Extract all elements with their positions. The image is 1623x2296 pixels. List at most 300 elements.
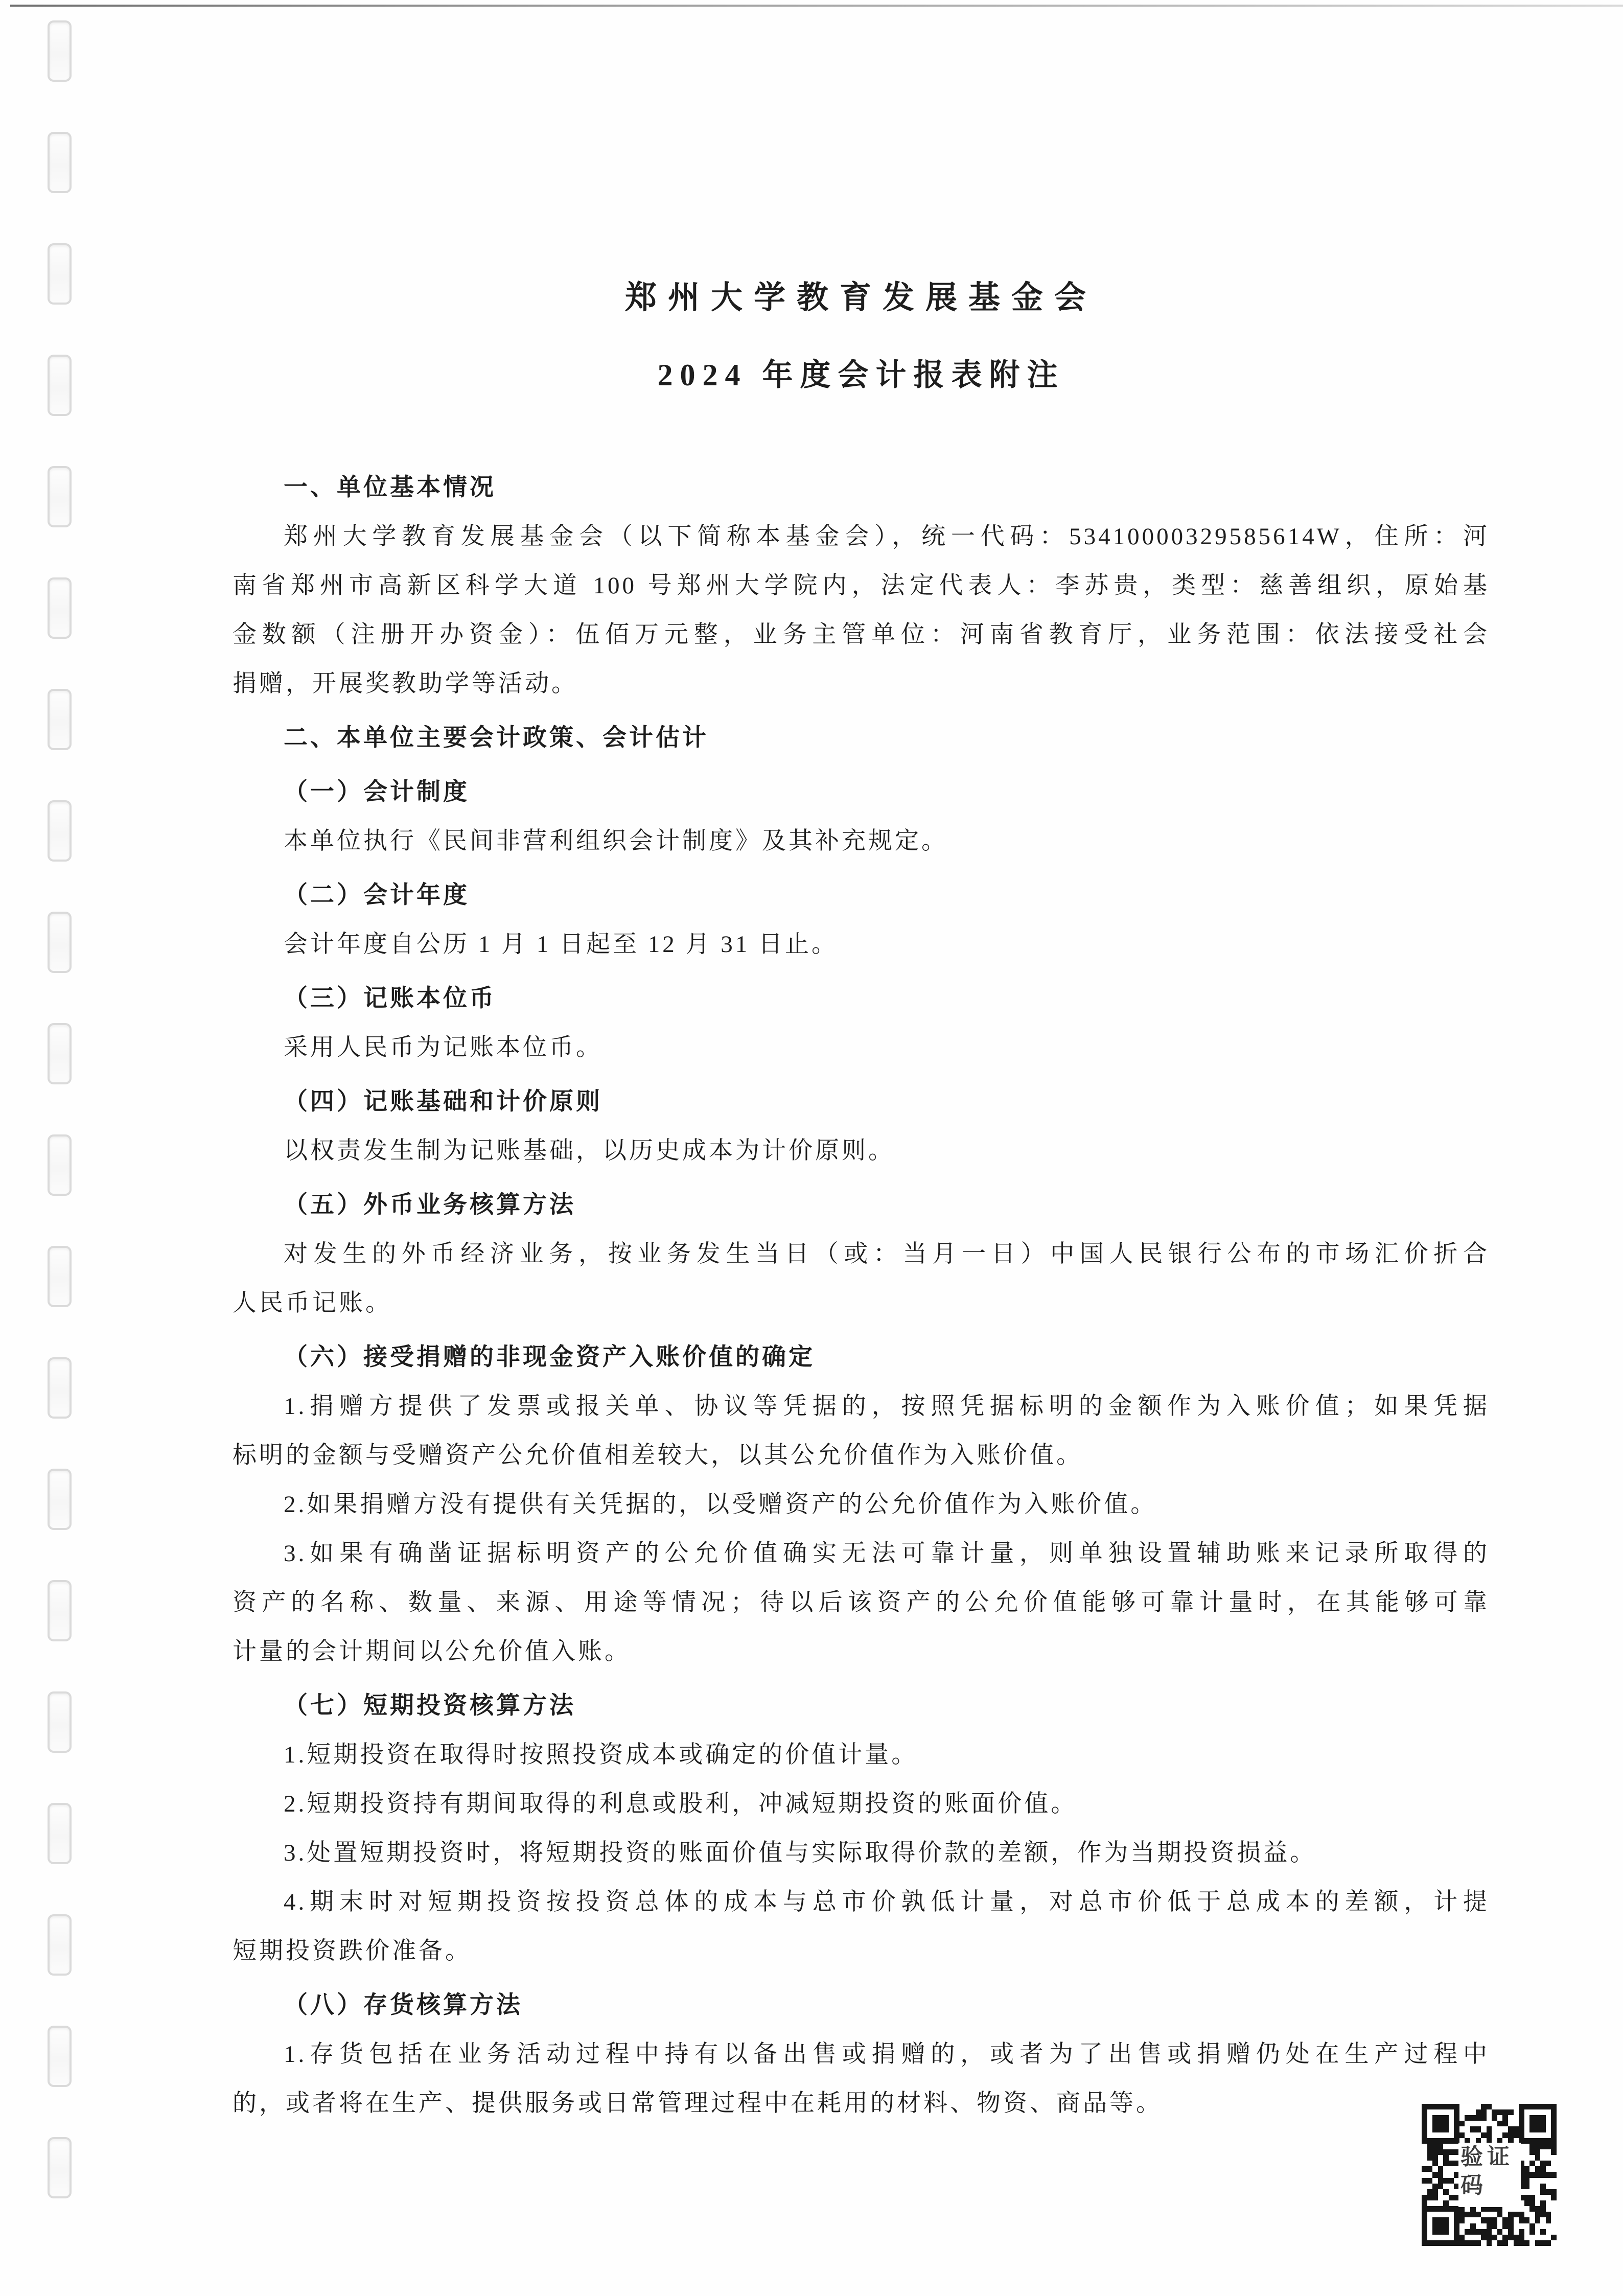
qr-module [1422,2217,1427,2223]
qr-module [1432,2149,1438,2155]
qr-module [1432,2126,1438,2132]
qr-module [1422,2240,1427,2246]
qr-code [1422,2104,1557,2246]
qr-module [1438,2104,1444,2109]
qr-module [1551,2138,1557,2144]
qr-module [1529,2172,1535,2177]
qr-module [1508,2212,1514,2217]
heading-line: 二、本单位主要会计政策、会计估计 [284,725,709,751]
qr-module [1529,2229,1535,2235]
qr-module [1459,2212,1465,2217]
qr-module [1487,2229,1492,2235]
qr-module [1438,2240,1444,2246]
qr-module [1432,2223,1438,2229]
text-line: 2.如果捐赠方没有提供有关凭据的，以受赠资产的公允价值作为入账价值。 [284,1491,1157,1518]
text-line: 1.捐赠方提供了发票或报关单、协议等凭据的，按照凭据标明的金额作为入账价值；如果凭据 [284,1393,1490,1420]
text-line: 计量的会计期间以公允价值入账。 [233,1638,631,1665]
text-line: 本单位执行《民间非营利组织会计制度》及其补充规定。 [284,828,948,854]
qr-module [1422,2115,1427,2121]
qr-module [1487,2217,1492,2223]
qr-module [1519,2240,1524,2246]
qr-module [1443,2155,1449,2161]
qr-module [1459,2240,1465,2246]
qr-module [1443,2138,1449,2144]
qr-module [1422,2206,1427,2212]
qr-module [1514,2126,1519,2132]
paragraph [233,1126,1490,1175]
section-heading [233,974,1490,1023]
binding-hole [48,1469,72,1530]
qr-module [1540,2144,1546,2149]
text-line: 采用人民币为记账本位币。 [284,1034,602,1061]
qr-module [1551,2235,1557,2240]
qr-module [1443,2115,1449,2121]
qr-module [1432,2138,1438,2144]
qr-module [1546,2172,1551,2177]
qr-module [1535,2138,1541,2144]
binding-hole [48,355,72,416]
qr-module [1502,2132,1508,2138]
qr-module [1546,2217,1551,2223]
qr-module [1422,2178,1427,2184]
qr-module [1449,2138,1454,2144]
qr-module [1524,2104,1530,2109]
qr-module [1535,2166,1541,2172]
qr-module [1529,2195,1535,2200]
heading-line: （三）记账本位币 [284,985,496,1012]
qr-module [1459,2121,1465,2126]
qr-module [1459,2235,1465,2240]
qr-module [1454,2121,1459,2126]
qr-module [1519,2217,1524,2223]
qr-module [1546,2104,1551,2109]
text-line: 以权责发生制为记账基础，以历史成本为计价原则。 [284,1138,895,1164]
text-line: 的，或者将在生产、提供服务或日常管理过程中在耗用的材料、物资、商品等。 [233,2090,1163,2117]
qr-module [1502,2223,1508,2229]
qr-module [1422,2132,1427,2138]
qr-module [1535,2206,1541,2212]
qr-module [1432,2121,1438,2126]
qr-module [1519,2212,1524,2217]
binding-hole [48,20,72,82]
qr-module [1502,2121,1508,2126]
qr-module [1454,2104,1459,2109]
binding-hole [48,1357,72,1419]
qr-module [1438,2223,1444,2229]
qr-module [1492,2235,1497,2240]
qr-module [1443,2126,1449,2132]
qr-module [1454,2109,1459,2115]
binding-hole [48,1246,72,1307]
document-title: 郑州大学教育发展基金会 [624,281,1097,315]
heading-line: （四）记账基础和计价原则 [284,1088,602,1115]
qr-module [1422,2138,1427,2144]
qr-module [1476,2126,1481,2132]
qr-module [1449,2195,1454,2200]
binding-hole [48,132,72,193]
qr-module [1465,2240,1470,2246]
binding-hole [48,1134,72,1196]
qr-module [1540,2184,1546,2189]
qr-module [1546,2212,1551,2217]
qr-module [1470,2115,1476,2121]
binding-hole [48,800,72,862]
text-line: 1.存货包括在业务活动过程中持有以备出售或捐赠的，或者为了出售或捐赠仍处在生产过程中 [284,2041,1490,2068]
qr-module [1551,2121,1557,2126]
binding-hole [48,1803,72,1864]
paragraph [233,1480,1490,1529]
binding-hole [48,243,72,305]
qr-module [1449,2104,1454,2109]
qr-module [1438,2184,1444,2189]
qr-module [1529,2149,1535,2155]
qr-module [1432,2104,1438,2109]
qr-module [1519,2115,1524,2121]
qr-module [1519,2229,1524,2235]
qr-module [1438,2115,1444,2121]
qr-module [1535,2217,1541,2223]
binding-hole [48,912,72,973]
qr-module [1449,2178,1454,2184]
paragraph [233,1877,1490,1976]
qr-module [1519,2132,1524,2138]
qr-module [1443,2217,1449,2223]
text-line: 对发生的外币经济业务，按业务发生当日（或：当月一日）中国人民银行公布的市场汇价折合 [284,1241,1490,1267]
qr-module [1432,2184,1438,2189]
qr-module [1524,2178,1530,2184]
qr-module [1487,2104,1492,2109]
qr-module [1438,2138,1444,2144]
qr-module [1432,2172,1438,2177]
qr-module [1524,2184,1530,2189]
binding-hole [48,1580,72,1641]
qr-module [1438,2229,1444,2235]
qr-module [1443,2178,1449,2184]
qr-module [1459,2217,1465,2223]
qr-module [1497,2109,1503,2115]
qr-module [1551,2144,1557,2149]
qr-module [1546,2144,1551,2149]
binding-hole [48,1691,72,1753]
heading-line: （七）短期投资核算方法 [284,1692,576,1719]
qr-module [1508,2126,1514,2132]
paragraph [233,2030,1490,2128]
qr-label: 验证码 [1458,2143,1521,2207]
qr-module [1540,2126,1546,2132]
qr-module [1519,2126,1524,2132]
paragraph [233,1529,1490,1676]
qr-module [1535,2121,1541,2126]
qr-module [1524,2217,1530,2223]
qr-module [1519,2104,1524,2109]
qr-module [1427,2206,1433,2212]
qr-module [1454,2223,1459,2229]
section-heading [233,1981,1490,2030]
qr-module [1470,2223,1476,2229]
qr-module [1540,2115,1546,2121]
text-line: 2.短期投资持有期间取得的利息或股利，冲减短期投资的账面价值。 [284,1791,1078,1817]
qr-module [1443,2200,1449,2206]
qr-module [1481,2229,1487,2235]
qr-module [1551,2195,1557,2200]
section-heading [233,1077,1490,1126]
paragraph [233,1230,1490,1328]
qr-module [1427,2104,1433,2109]
qr-module [1481,2104,1487,2109]
qr-module [1432,2161,1438,2166]
qr-module [1427,2149,1433,2155]
qr-module [1454,2115,1459,2121]
qr-module [1432,2144,1438,2149]
binding-hole [48,689,72,750]
qr-module [1422,2223,1427,2229]
heading-line: （八）存货核算方法 [284,1992,523,2019]
binding-hole [48,2137,72,2198]
qr-module [1454,2126,1459,2132]
qr-module [1546,2240,1551,2246]
qr-module [1529,2144,1535,2149]
qr-module [1438,2217,1444,2223]
qr-module [1524,2172,1530,2177]
text-line: 会计年度自公历 1 月 1 日起至 12 月 31 日止。 [284,931,838,958]
qr-module [1546,2189,1551,2195]
qr-module [1519,2235,1524,2240]
qr-module [1551,2115,1557,2121]
qr-module [1551,2172,1557,2177]
document-body [233,463,1490,2128]
qr-module [1487,2132,1492,2138]
qr-module [1487,2235,1492,2240]
qr-module [1476,2212,1481,2217]
qr-module [1422,2126,1427,2132]
section-heading [233,768,1490,817]
section-heading [233,1681,1490,1730]
qr-module [1443,2223,1449,2229]
qr-module [1551,2149,1557,2155]
paragraph [233,817,1490,866]
qr-module [1535,2115,1541,2121]
qr-module [1422,2212,1427,2217]
heading-line: 一、单位基本情况 [284,474,496,501]
qr-module [1443,2149,1449,2155]
qr-module [1465,2115,1470,2121]
qr-module [1432,2229,1438,2235]
qr-module [1508,2235,1514,2240]
qr-module [1524,2138,1530,2144]
text-line: 郑州大学教育发展基金会（以下简称本基金会），统一代码：53410000329585614W，住所：河 [284,523,1490,550]
heading-line: （五）外币业务核算方法 [284,1192,576,1218]
section-heading [233,713,1490,762]
qr-module [1454,2229,1459,2235]
section-heading [233,1333,1490,1382]
binding-hole [48,466,72,527]
qr-module [1481,2109,1487,2115]
qr-module [1487,2126,1492,2132]
qr-module [1476,2229,1481,2235]
text-line: 人民币记账。 [233,1290,392,1316]
qr-module [1470,2229,1476,2235]
qr-module [1432,2189,1438,2195]
heading-line: （六）接受捐赠的非现金资产入账价值的确定 [284,1344,815,1371]
text-line: 3.处置短期投资时，将短期投资的账面价值与实际取得价款的差额，作为当期投资损益。 [284,1840,1317,1866]
heading-line: （二）会计年度 [284,882,470,909]
qr-module [1492,2109,1497,2115]
qr-module [1443,2240,1449,2246]
qr-module [1508,2109,1514,2115]
qr-module [1551,2104,1557,2109]
qr-module [1514,2132,1519,2138]
text-line: 南省郑州市高新区科学大道 100 号郑州大学院内，法定代表人：李苏贵，类型：慈善组织，原始基 [233,572,1490,599]
qr-module [1422,2109,1427,2115]
document-subtitle: 2024 年度会计报表附注 [657,358,1065,392]
qr-module [1551,2132,1557,2138]
qr-module [1529,2200,1535,2206]
qr-module [1427,2240,1433,2246]
qr-module [1540,2104,1546,2109]
qr-module [1465,2229,1470,2235]
qr-module [1438,2206,1444,2212]
qr-module [1443,2121,1449,2126]
paragraph [233,1730,1490,1779]
qr-module [1529,2126,1535,2132]
qr-module [1492,2223,1497,2229]
qr-module [1427,2166,1433,2172]
qr-module [1422,2104,1427,2109]
qr-module [1540,2121,1546,2126]
qr-module [1454,2132,1459,2138]
qr-module [1540,2166,1546,2172]
qr-module [1422,2195,1427,2200]
document-content [233,0,1490,2128]
qr-module [1465,2212,1470,2217]
qr-module [1438,2121,1444,2126]
qr-module [1519,2121,1524,2126]
qr-module [1438,2149,1444,2155]
qr-module [1481,2217,1487,2223]
qr-module [1470,2212,1476,2217]
paragraph [233,1779,1490,1828]
qr-module [1514,2235,1519,2240]
text-line: 金数额（注册开办资金）：伍佰万元整，业务主管单位：河南省教育厅，业务范围：依法接受社会 [233,621,1490,648]
qr-module [1449,2240,1454,2246]
qr-module [1529,2138,1535,2144]
qr-module [1427,2144,1433,2149]
qr-module [1427,2189,1433,2195]
qr-module [1422,2235,1427,2240]
binding-hole [48,1023,72,1084]
qr-module [1422,2200,1427,2206]
qr-module [1514,2212,1519,2217]
qr-module [1470,2126,1476,2132]
qr-module [1449,2206,1454,2212]
qr-module [1432,2155,1438,2161]
section-heading [233,1180,1490,1230]
qr-module [1551,2126,1557,2132]
qr-module [1492,2115,1497,2121]
paragraph [233,1828,1490,1877]
qr-module [1438,2144,1444,2149]
qr-module [1540,2138,1546,2144]
qr-module [1443,2189,1449,2195]
qr-module [1514,2240,1519,2246]
qr-module [1422,2121,1427,2126]
qr-module [1492,2217,1497,2223]
qr-module [1524,2166,1530,2172]
qr-module [1502,2115,1508,2121]
qr-module [1432,2206,1438,2212]
qr-module [1535,2172,1541,2177]
qr-module [1502,2235,1508,2240]
qr-module [1481,2235,1487,2240]
qr-module [1529,2115,1535,2121]
qr-module [1508,2132,1514,2138]
qr-module [1432,2217,1438,2223]
section-heading [233,871,1490,920]
qr-module [1497,2212,1503,2217]
qr-module [1535,2155,1541,2161]
text-line: 3.如果有确凿证据标明资产的公允价值确实无法可靠计量，则单独设置辅助账来记录所取得的 [284,1540,1490,1567]
qr-module [1481,2115,1487,2121]
qr-module [1546,2161,1551,2166]
qr-module [1529,2223,1535,2229]
text-line: 捐赠，开展奖教助学等活动。 [233,670,578,697]
qr-module [1449,2161,1454,2166]
qr-module [1422,2229,1427,2235]
qr-module [1454,2212,1459,2217]
qr-module [1540,2161,1546,2166]
qr-module [1487,2240,1492,2246]
qr-module [1497,2229,1503,2235]
text-line: 4.期末时对短期投资按投资总体的成本与总市价孰低计量，对总市价低于总成本的差额，计提 [284,1889,1490,1915]
binding-hole [48,577,72,639]
qr-module [1454,2217,1459,2223]
qr-module [1508,2223,1514,2229]
qr-module [1535,2212,1541,2217]
qr-module [1524,2195,1530,2200]
qr-module [1529,2121,1535,2126]
qr-module [1540,2200,1546,2206]
qr-module [1481,2132,1487,2138]
qr-module [1443,2161,1449,2166]
qr-module [1438,2178,1444,2184]
qr-module [1540,2229,1546,2235]
paragraph [233,512,1490,708]
qr-module [1529,2104,1535,2109]
qr-module [1535,2240,1541,2246]
qr-module [1427,2195,1433,2200]
qr-module [1546,2138,1551,2144]
qr-module [1438,2172,1444,2177]
qr-module [1422,2166,1427,2172]
qr-module [1551,2189,1557,2195]
qr-module [1502,2109,1508,2115]
qr-module [1508,2217,1514,2223]
section-heading [233,463,1490,512]
text-line: 资产的名称、数量、来源、用途等情况；待以后该资产的公允价值能够可靠计量时，在其能够可靠 [233,1589,1490,1616]
qr-module [1432,2240,1438,2246]
paragraph [233,1023,1490,1072]
qr-module [1470,2240,1476,2246]
qr-module [1476,2109,1481,2115]
qr-module [1540,2189,1546,2195]
qr-module [1438,2126,1444,2132]
qr-module [1502,2240,1508,2246]
qr-module [1540,2212,1546,2217]
qr-module [1449,2149,1454,2155]
qr-module [1535,2126,1541,2132]
qr-module [1427,2178,1433,2184]
qr-module [1524,2200,1530,2206]
